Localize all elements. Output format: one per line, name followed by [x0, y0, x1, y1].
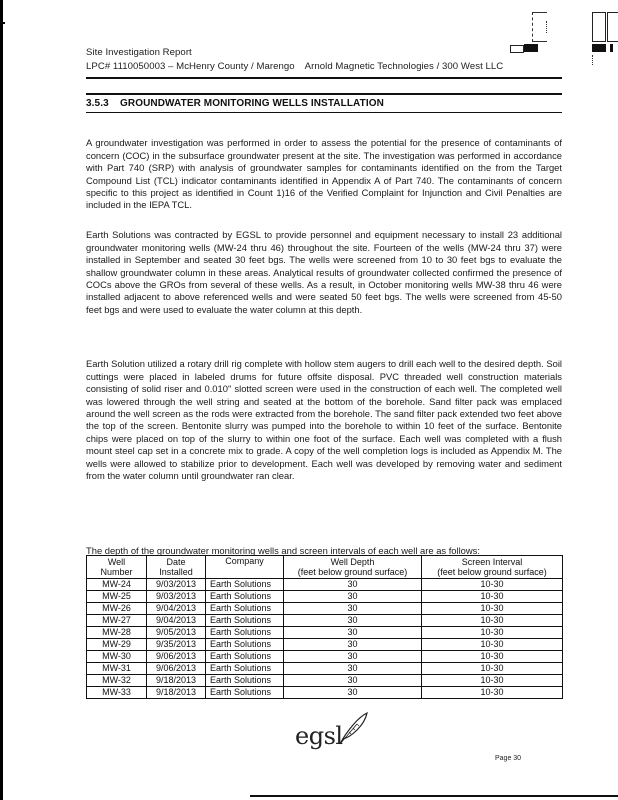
header-well-number: Well Number: [87, 556, 147, 579]
scan-artifact-frame: [532, 12, 547, 42]
table-row: MW-33 9/18/2013 Earth Solutions 30 10-30: [87, 687, 563, 699]
table-header-row: [87, 556, 563, 579]
table-row: MW-28 9/05/2013 Earth Solutions 30 10-30: [87, 627, 563, 639]
page-number: Page 30: [495, 755, 522, 762]
quill-icon: [337, 712, 369, 746]
header-date-installed: Date Installed: [147, 556, 206, 579]
header-rule: [86, 77, 562, 79]
scan-artifact-frame: [607, 12, 618, 42]
paragraph-contractor: Earth Solutions was contracted by EGSL to provide personnel and equipment necessary to install 23 additional groundwater monitoring wells (MW-24 thru 46) throughout the site. Fourteen of the wells (MW-24 thru 37) were installed in September and seated 30 feet bgs. The wells were screened from 10 to 30 feet bgs to evaluate the shallow groundwater column in these areas. Analytical results of groundwater collected confirmed the presence of COCs above the GROs from several of these wells. As a result, in October monitoring wells MW-38 thru 46 were installed adjacent to above referenced wells and were seated 50 feet bgs. The wells were screened from 45-50 feet bgs and were used to evaluate the water column at this depth.: [86, 229, 562, 315]
table-row: MW-29 9/35/2013 Earth Solutions 30 10-30: [87, 639, 563, 651]
scan-edge-bar: [0, 0, 3, 800]
site-name: Arnold Magnetic Technologies / 300 West LLC: [304, 61, 504, 72]
scan-bottom-edge: [250, 795, 618, 797]
section-top-rule: [86, 93, 562, 95]
section-bottom-rule: [86, 112, 562, 113]
scan-edge-mark: [0, 22, 5, 24]
paragraph-drilling: Earth Solution utilized a rotary drill rig complete with hollow stem augers to drill each well to the desired depth. Soil cuttings were placed in labeled drums for future offsite disposal. PVC threaded well construction materials consisting of solid riser and 0.010" slotted screen were used in the construction of each well. The completed well was lowered through the well string and seated at the bottom of the borehole. Sand filter pack was emplaced around the well screen as the rods were extracted from the borehole. The sand filter pack extended two feet above the top of the screen. Bentonite slurry was pumped into the borehole to within 10 feet of the surface. Bentonite chips were placed on top of the slurry to within one foot of the surface. Each well was completed with a flush mount steel cap set in a concrete mix to grade. A copy of the well completion logs is included as Appendix M. The wells were allowed to stabilize prior to development. Each well was developed by removing water and sediment from the water column until groundwater ran clear.: [86, 358, 562, 482]
report-title: Site Investigation Report: [86, 47, 192, 58]
header-screen-interval: Screen Interval (feet below ground surface): [422, 556, 563, 579]
table-row: MW-31 9/06/2013 Earth Solutions 30 10-30: [87, 663, 563, 675]
scan-artifact-logo: [510, 45, 524, 53]
scan-artifact-dots: [592, 55, 594, 65]
scan-artifact-frame: [592, 12, 606, 42]
scan-artifact-logo: [524, 44, 538, 52]
table-row: MW-30 9/06/2013 Earth Solutions 30 10-30: [87, 651, 563, 663]
table-row: MW-32 9/18/2013 Earth Solutions 30 10-30: [87, 675, 563, 687]
table-row: MW-27 9/04/2013 Earth Solutions 30 10-30: [87, 615, 563, 627]
table-row: MW-24 9/03/2013 Earth Solutions 30 10-30: [87, 579, 563, 591]
lpc-number: LPC# 1110050003 – McHenry County / Marengo: [86, 61, 295, 72]
scan-artifact-logo: [610, 44, 613, 52]
paragraph-investigation: A groundwater investigation was performed in order to assess the potential for the presence of contaminants of concern (COC) in the subsurface groundwater present at the site. The investigation was performed in accordance with Part 740 (SRP) with analysis of groundwater samples for contaminants identified on the from the Target Compound List (TCL) indicator contaminants identified in Appendix A of Part 740. The contaminants of concern specific to this project as identified in Count 1)16 of the Verified Complaint for Injunction and Civil Penalties are included in the IEPA TCL.: [86, 137, 562, 211]
header-well-depth: Well Depth (feet below ground surface): [284, 556, 422, 579]
egsl-logo: egsl: [295, 722, 343, 750]
table-row: MW-25 9/03/2013 Earth Solutions 30 10-30: [87, 591, 563, 603]
report-subtitle: [86, 61, 503, 72]
section-number: 3.5.3: [86, 98, 109, 109]
wells-table: [86, 555, 563, 699]
paragraph-table-intro: The depth of the groundwater monitoring wells and screen intervals of each well are as follows:: [86, 545, 480, 557]
section-heading: [86, 98, 384, 109]
section-title: GROUNDWATER MONITORING WELLS INSTALLATION: [120, 98, 384, 109]
scan-artifact-logo: [592, 44, 606, 52]
header-company: Company: [206, 556, 284, 579]
table-row: MW-26 9/04/2013 Earth Solutions 30 10-30: [87, 603, 563, 615]
